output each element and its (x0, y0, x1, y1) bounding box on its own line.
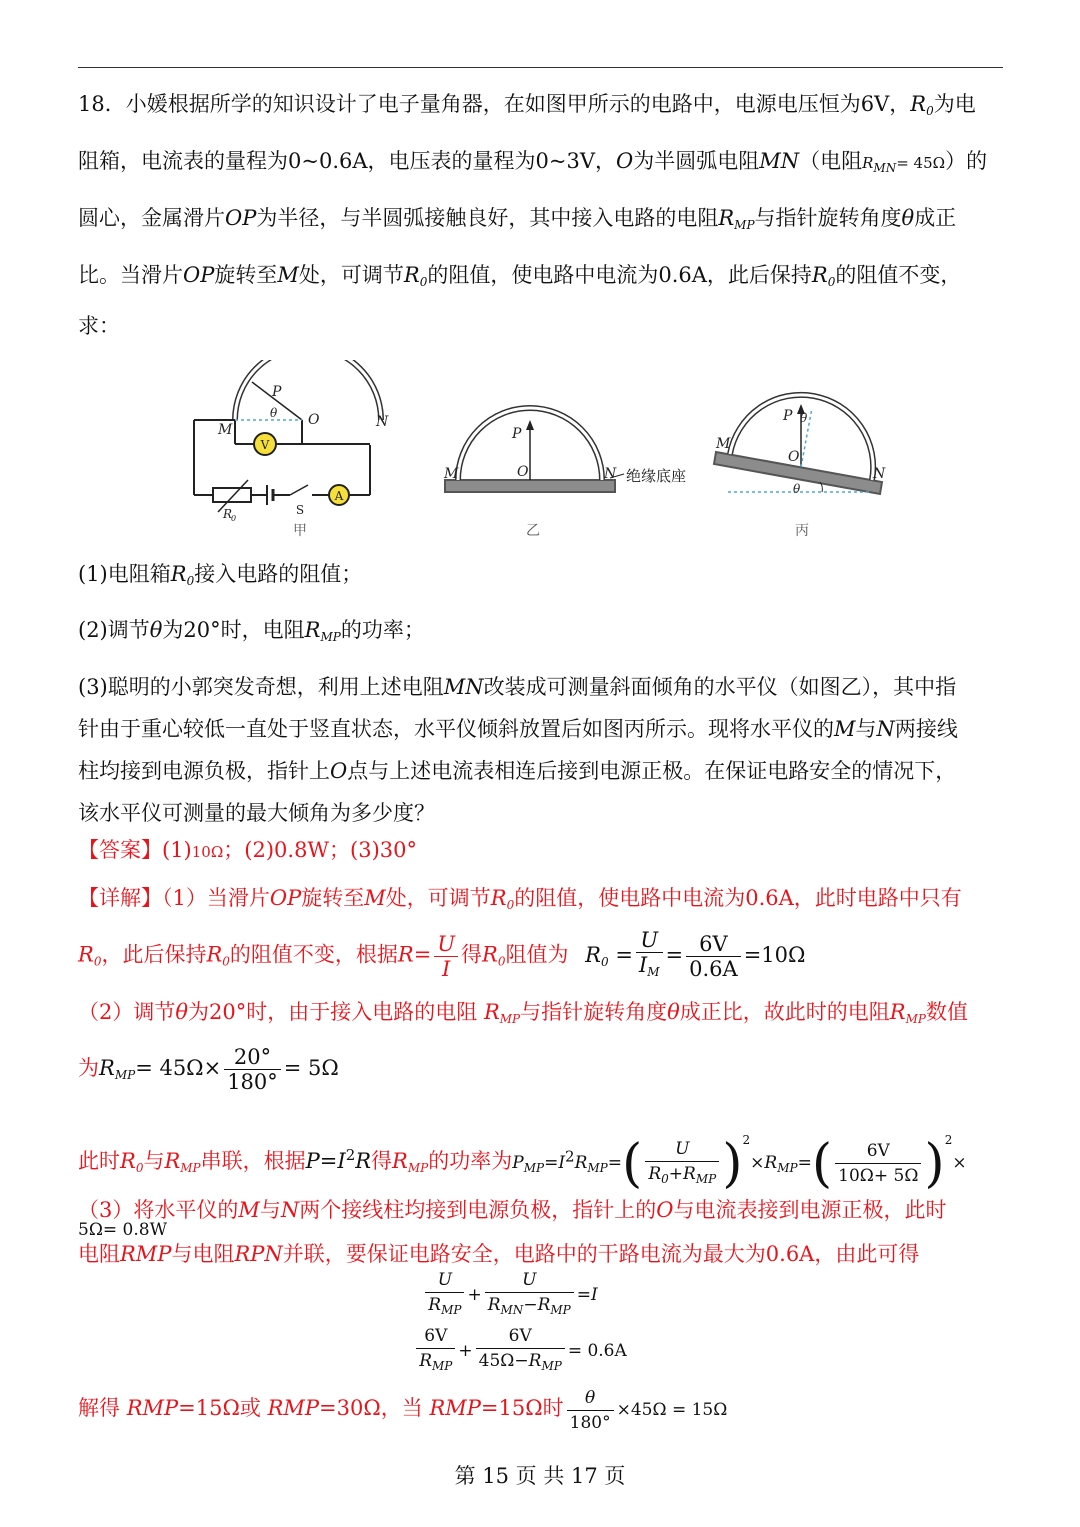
svg-text:S: S (295, 503, 305, 517)
figure-yi (445, 408, 624, 492)
svg-text:θ: θ (800, 411, 808, 425)
question-line-1: 18．小媛根据所学的知识设计了电子量角器，在如图甲所示的电路中，电源电压恒为6V，$R_0$为电 (78, 92, 976, 118)
page-footer: 第 15 页 共 17 页 (454, 1464, 626, 1488)
svg-text:N: N (873, 466, 886, 482)
svg-text:乙: 乙 (526, 523, 540, 539)
detail-line-1: 【详解】（1）当滑片OP旋转至M处，可调节$R_0$的阻值，使电路中电流为0.6A，此时电路中只有 (78, 886, 962, 912)
svg-text:O: O (788, 449, 800, 465)
svg-text:N: N (376, 414, 389, 430)
detail-line-6: （3）将水平仪的M与N两个接线柱均接到电源负极，指针上的O与电流表接到电源正极，此时 电阻RMP与电阻RPN并联，要保证电路安全，电路中的干路电流为最大为0.6A，由此可得 (78, 1198, 947, 1266)
svg-text:P: P (512, 426, 522, 442)
detail-line-2: $R_0$，此后保持$R_0$的阻值不变，根据R= $\frac{U}{I}$ 得$R_0$阻值为 $R_0$ = $\frac{U}{I_M}$ = $\frac{6V}{0.6A}$ =10Ω (78, 928, 1003, 988)
detail-line-5: 此时$R_0$与$R_{MP}$串联，根据$P=I^2R$得$R_{MP}$的功率为$P_{MP}=I^2R_{MP}=$( $\frac{U}{R_0+R_{MP}}$ )$^2\times R_{MP}=$( $\frac{6V}{10\Omega+ 5\Omega}$ )$^2$× 5Ω= 0.8W (78, 1133, 967, 1240)
equation-2: $\frac{6V}{R_{MP}}$ + $\frac{6V}{45\Omega-R_{MP}}$ = 0.6A (0, 1324, 1080, 1378)
header-rule (78, 67, 1003, 68)
svg-text:θ: θ (270, 406, 278, 420)
svg-text:O: O (308, 412, 320, 428)
svg-text:绝缘底座: 绝缘底座 (626, 467, 687, 485)
question-line-5: 求： (78, 314, 120, 338)
question-line-2: 阻箱，电流表的量程为0~0.6A，电压表的量程为0~3V，O为半圆弧电阻MN（电阻$R_{MN}= 45\Omega$）的 (78, 149, 988, 175)
detail-line-3: （2）调节θ为20°时，由于接入电路的电阻 $R_{MP}$与指针旋转角度θ成正比，故此时的电阻$R_{MP}$数值 (78, 1000, 968, 1026)
svg-text:V: V (260, 438, 270, 452)
detail-line-8: 解得 RMP=15Ω或 RMP=30Ω，当 RMP=15Ω时 $\frac{\theta}{180^\circ}$ ×45Ω = 15Ω (78, 1388, 728, 1433)
question-line-4: 比。当滑片OP旋转至M处，可调节$R_0$的阻值，使电路中电流为0.6A，此后保持$R_0$的阻值不变， (78, 263, 962, 289)
answer-line: 【答案】(1)10Ω；(2)0.8W；(3)30° (78, 838, 417, 862)
svg-text:N: N (604, 466, 617, 482)
svg-text:M: M (218, 422, 233, 438)
svg-text:0: 0 (231, 514, 237, 523)
equation-1: $\frac{U}{R_{MP}}$ + $\frac{U}{R_{MN}-R_{MP}}$ =I (0, 1268, 1080, 1322)
svg-text:M: M (716, 436, 731, 452)
figures (180, 360, 900, 550)
svg-text:θ: θ (793, 482, 801, 496)
detail-line-4: 为$R_{MP}= 45\Omega\times$ $\frac{20^\circ}{180^\circ}$ = 5Ω (78, 1045, 339, 1094)
part-1: (1)电阻箱$R_0$接入电路的阻值； (78, 562, 363, 588)
svg-text:丙: 丙 (795, 523, 809, 539)
question-line-3: 圆心，金属滑片OP为半径，与半圆弧接触良好，其中接入电路的电阻$R_{MP}$与指针旋转角度θ成正 (78, 206, 957, 232)
figure-bing (714, 395, 882, 494)
svg-text:P: P (272, 384, 282, 400)
svg-text:P: P (783, 408, 793, 424)
part-3: (3)聪明的小郭突发奇想，利用上述电阻MN改装成可测量斜面倾角的水平仪（如图乙），其中指 针由于重心较低一直处于竖直状态，水平仪倾斜放置后如图丙所示。现将水平仪的M与N两接线 柱均接到电源负极，指针上O点与上述电流表相连后接到电源正极。在保证电路安全的情况下， 该水平仪可测量的最大倾角为多少度？ (78, 675, 958, 825)
svg-text:R: R (223, 507, 233, 521)
svg-text:A: A (334, 489, 344, 503)
svg-text:O: O (517, 464, 529, 480)
svg-text:M: M (444, 466, 459, 482)
svg-text:甲: 甲 (293, 523, 307, 539)
part-2: (2)调节θ为20°时，电阻$R_{MP}$的功率； (78, 618, 425, 644)
